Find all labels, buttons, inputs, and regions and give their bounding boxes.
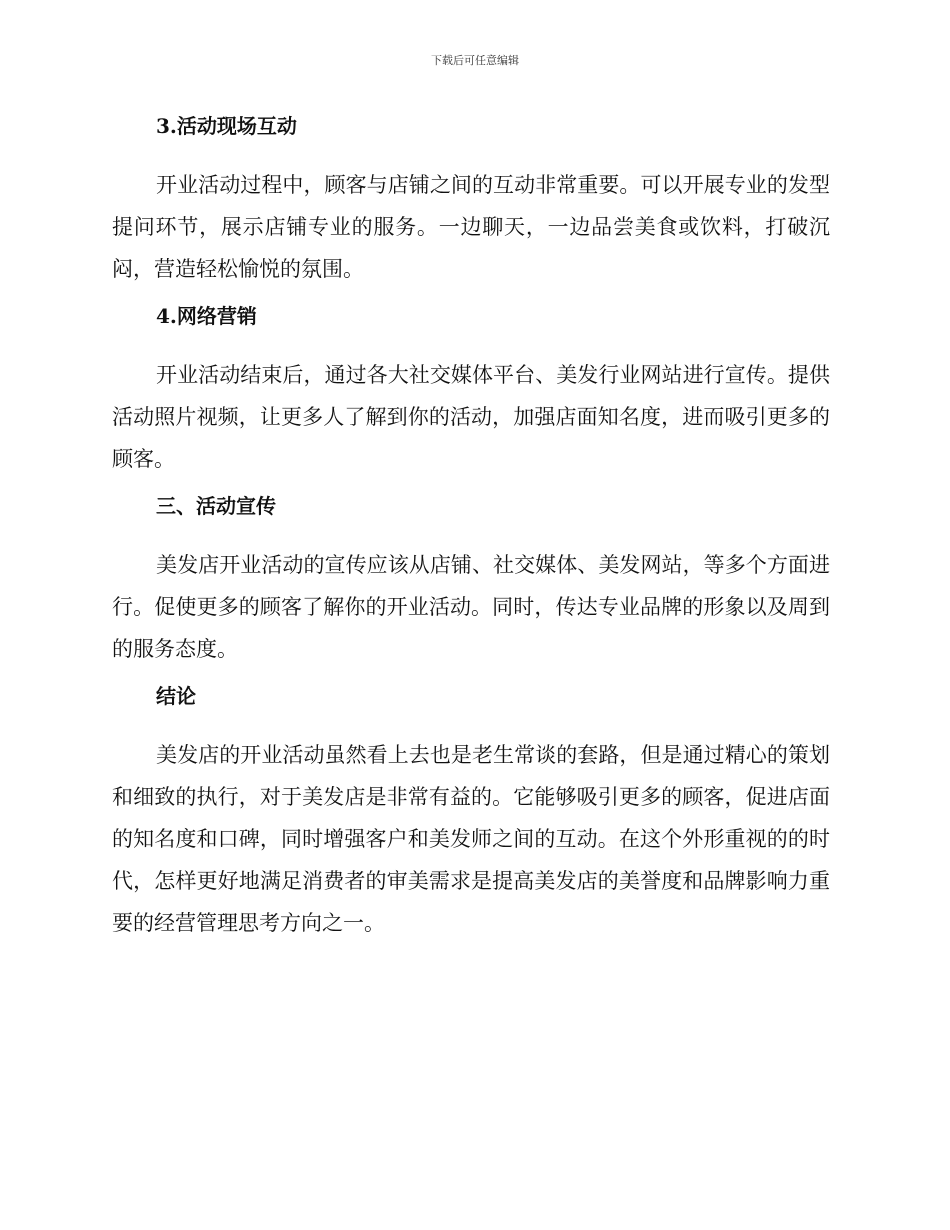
section-paragraph: 美发店的开业活动虽然看上去也是老生常谈的套路，但是通过精心的策划和细致的执行，对于美发店是非常有益的。它能够吸引更多的顾客，促进店面的知名度和口碑，同时增强客户和美发师之间的互动。在这个外形重视的的时代，怎样更好地满足消费者的审美需求是提高美发店的美誉度和品牌影响力重要的经营管理思考方向之一。 — [112, 743, 830, 935]
document-body — [112, 110, 830, 954]
section-conclusion — [112, 680, 830, 944]
section-heading: 三、活动宣传 — [156, 494, 276, 518]
section-promotion — [112, 490, 830, 670]
section-paragraph: 开业活动过程中，顾客与店铺之间的互动非常重要。可以开展专业的发型提问环节，展示店铺专业的服务。一边聊天，一边品尝美食或饮料，打破沉闷，营造轻松愉悦的氛围。 — [112, 173, 830, 281]
section-online-marketing — [112, 300, 830, 480]
section-paragraph: 美发店开业活动的宣传应该从店铺、社交媒体、美发网站，等多个方面进行。促使更多的顾客了解你的开业活动。同时，传达专业品牌的形象以及周到的服务态度。 — [112, 553, 830, 661]
section-heading: 4.网络营销 — [156, 304, 257, 328]
section-heading: 结论 — [156, 684, 196, 708]
page-header: 下载后可任意编辑 — [431, 54, 519, 67]
section-paragraph: 开业活动结束后，通过各大社交媒体平台、美发行业网站进行宣传。提供活动照片视频，让更多人了解到你的活动，加强店面知名度，进而吸引更多的顾客。 — [112, 363, 830, 471]
section-heading: 3.活动现场互动 — [156, 114, 297, 138]
section-activity-interaction — [112, 110, 830, 290]
